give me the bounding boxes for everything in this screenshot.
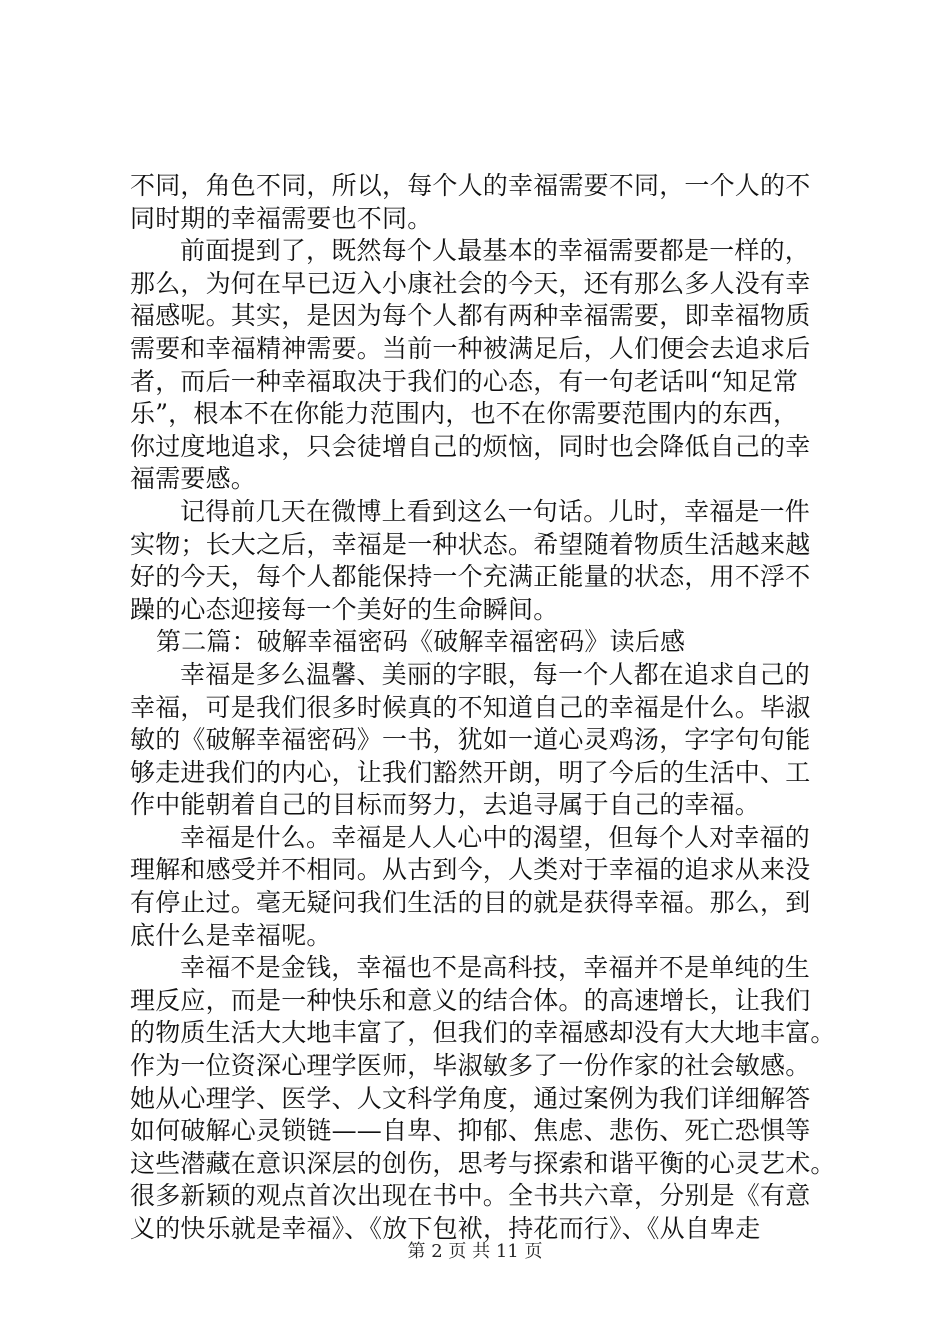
text-line: 乐”，根本不在你能力范围内，也不在你需要范围内的东西， — [130, 399, 799, 429]
text-line: 作为一位资深心理学医师，毕淑敏多了一份作家的社会敏感。 — [130, 1051, 811, 1081]
text-line: 好的今天，每个人都能保持一个充满正能量的状态，用不浮不 — [130, 562, 811, 592]
text-line: 的物质生活大大地丰富了，但我们的幸福感却没有大大地丰富。 — [130, 1018, 836, 1048]
text-line: 需要和幸福精神需要。当前一种被满足后，人们便会去追求后 — [130, 333, 811, 363]
page-number-footer: 第 2 页 共 11 页 — [407, 1241, 543, 1262]
text-line: 不同，角色不同，所以，每个人的幸福需要不同，一个人的不 — [130, 171, 811, 200]
text-line: 理反应，而是一种快乐和意义的结合体。的高速增长，让我们 — [130, 985, 811, 1015]
text-line: 记得前几天在微博上看到这么一句话。儿时，幸福是一件 — [180, 496, 811, 526]
document-body — [130, 170, 836, 1246]
text-line: 作中能朝着自己的目标而努力，去追寻属于自己的幸福。 — [130, 790, 761, 820]
text-line: 前面提到了，既然每个人最基本的幸福需要都是一样的， — [180, 236, 811, 266]
section-heading: 第二篇：破解幸福密码《破解幸福密码》读后感 — [156, 627, 686, 657]
text-line: 者，而后一种幸福取决于我们的心态，有一句老话叫“知足常 — [130, 366, 799, 396]
text-line: 如何破解心灵锁链——自卑、抑郁、焦虑、悲伤、死亡恐惧等 — [130, 1116, 811, 1146]
text-line: 幸福不是金钱，幸福也不是高科技，幸福并不是单纯的生 — [180, 953, 811, 983]
text-line: 同时期的幸福需要也不同。 — [130, 203, 433, 233]
text-line: 福需要感。 — [130, 464, 257, 494]
text-line: 幸福是什么。幸福是人人心中的渴望，但每个人对幸福的 — [180, 822, 811, 852]
text-line: 够走进我们的内心，让我们豁然开朗，明了今后的生活中、工 — [130, 757, 811, 787]
text-line: 福感呢。其实，是因为每个人都有两种幸福需要，即幸福物质 — [130, 301, 811, 331]
text-line: 实物；长大之后，幸福是一种状态。希望随着物质生活越来越 — [130, 529, 811, 559]
text-line: 这些潜藏在意识深层的创伤，思考与探索和谐平衡的心灵艺术。 — [130, 1148, 836, 1178]
text-line: 躁的心态迎接每一个美好的生命瞬间。 — [130, 594, 559, 624]
text-line: 义的快乐就是幸福》、《放下包袱，持花而行》、《从自卑走 — [130, 1214, 761, 1243]
text-line: 她从心理学、医学、人文科学角度，通过案例为我们详细解答 — [130, 1083, 811, 1113]
text-line: 很多新颖的观点首次出现在书中。全书共六章，分别是《有意 — [130, 1181, 811, 1211]
text-line: 你过度地追求，只会徒增自己的烦恼，同时也会降低自己的幸 — [130, 431, 811, 461]
text-line: 幸福，可是我们很多时候真的不知道自己的幸福是什么。毕淑 — [130, 692, 811, 722]
text-line: 底什么是幸福呢。 — [130, 920, 332, 950]
text-line: 幸福是多么温馨、美丽的字眼，每一个人都在追求自己的 — [180, 659, 811, 689]
text-line: 那么，为何在早已迈入小康社会的今天，还有那么多人没有幸 — [130, 268, 811, 298]
text-line: 敏的《破解幸福密码》一书，犹如一道心灵鸡汤，字字句句能 — [130, 725, 811, 755]
text-line: 有停止过。毫无疑问我们生活的目的就是获得幸福。那么，到 — [130, 888, 811, 918]
text-line: 理解和感受并不相同。从古到今，人类对于幸福的追求从来没 — [130, 855, 811, 885]
